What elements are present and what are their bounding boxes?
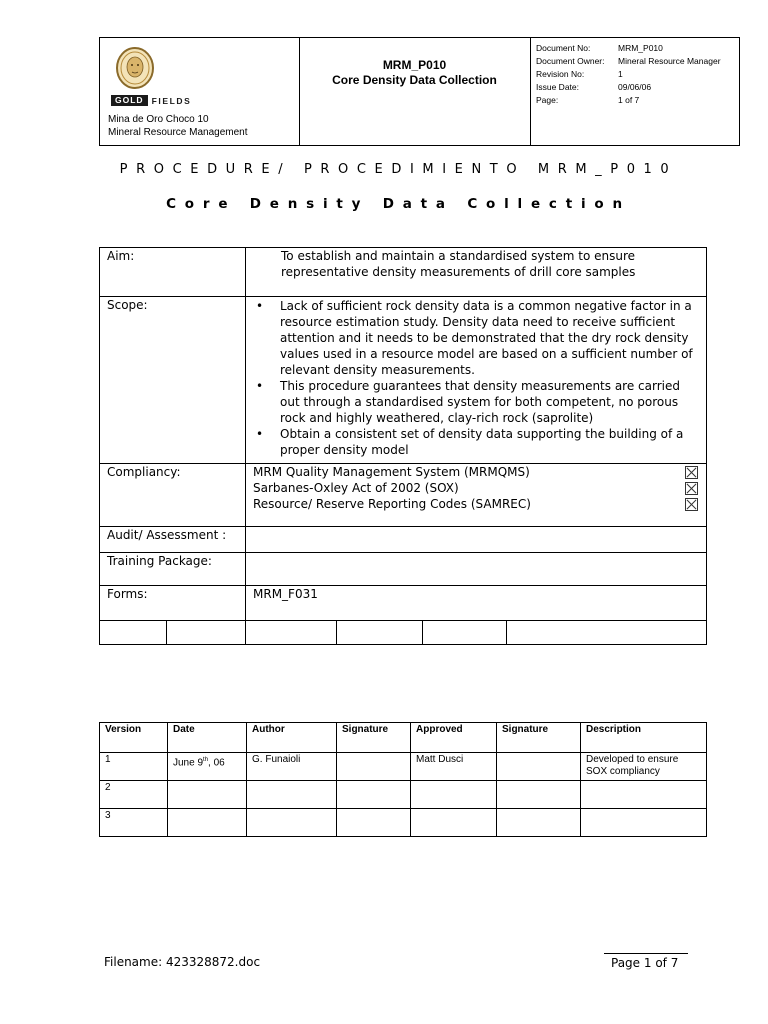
meta-key: Document Owner: <box>536 56 605 66</box>
meta-value: MRM_P010 <box>618 43 663 53</box>
empty-cell <box>423 621 507 645</box>
version-header-row <box>100 723 707 753</box>
procedure-info-table <box>99 247 707 645</box>
brand-fields-text: FIELDS <box>151 95 192 106</box>
version-row <box>100 809 707 837</box>
version-cell: 2 <box>100 781 168 809</box>
description-cell: Developed to ensure SOX compliancy <box>581 753 707 781</box>
aim-text: To establish and maintain a standardised system to ensure representative density measurements of drill core samples <box>246 248 707 297</box>
empty-cell <box>100 621 167 645</box>
signature-cell <box>497 781 581 809</box>
footer-page-number: Page 1 of 7 <box>611 956 679 970</box>
compliancy-item <box>253 496 698 512</box>
empty-cell <box>337 621 423 645</box>
meta-row <box>536 81 721 94</box>
checked-checkbox[interactable] <box>685 498 698 511</box>
col-header: Signature <box>497 723 581 753</box>
approved-cell <box>411 781 497 809</box>
signature-cell <box>337 809 411 837</box>
meta-row <box>536 68 721 81</box>
training-label: Training Package: <box>100 553 246 586</box>
forms-row <box>100 586 707 621</box>
date-rest: , 06 <box>208 757 225 769</box>
description-cell <box>581 809 707 837</box>
company-line-2: Mineral Resource Management <box>108 127 248 138</box>
scope-row <box>100 297 707 464</box>
col-header: Signature <box>337 723 411 753</box>
signature-cell <box>337 781 411 809</box>
date-cell <box>168 809 247 837</box>
empty-cell <box>507 621 707 645</box>
meta-row <box>536 42 721 55</box>
document-title <box>299 58 530 88</box>
procedure-subtitle: Core Density Data Collection <box>166 196 631 212</box>
scope-item: • Lack of sufficient rock density data is a common negative factor in a resource estimation study. Density data need to receive sufficient attention and it needs to be demonstrated that the dry rock density values used in a resource model are based on a sufficient number of relevant density measurements. <box>253 298 699 378</box>
footer-filename: Filename: 423328872.doc <box>104 955 261 969</box>
date-cell <box>168 753 247 781</box>
date-suffix: th <box>203 757 209 763</box>
col-header: Date <box>168 723 247 753</box>
date-cell <box>168 781 247 809</box>
compliancy-label: Compliancy: <box>100 464 246 527</box>
version-cell: 1 <box>100 753 168 781</box>
company-name <box>108 113 248 139</box>
empty-row <box>100 621 707 645</box>
document-meta <box>536 42 721 107</box>
audit-label: Audit/ Assessment : <box>100 527 246 553</box>
forms-label: Forms: <box>100 586 246 621</box>
meta-value: Mineral Resource Manager <box>618 56 721 66</box>
version-history-table <box>99 722 707 837</box>
col-header: Version <box>100 723 168 753</box>
compliancy-text: Sarbanes-Oxley Act of 2002 (SOX) <box>253 481 459 495</box>
header-title-cell <box>299 38 531 145</box>
meta-key: Revision No: <box>536 69 585 79</box>
col-header: Author <box>247 723 337 753</box>
approved-cell <box>411 809 497 837</box>
compliancy-text: Resource/ Reserve Reporting Codes (SAMREC) <box>253 497 531 511</box>
compliancy-text: MRM Quality Management System (MRMQMS) <box>253 465 530 479</box>
version-row <box>100 753 707 781</box>
checked-checkbox[interactable] <box>685 482 698 495</box>
lion-seal-icon <box>115 46 155 90</box>
scope-list <box>253 298 699 458</box>
description-cell <box>581 781 707 809</box>
meta-key: Page: <box>536 95 559 105</box>
meta-row <box>536 94 721 107</box>
author-cell: G. Funaioli <box>247 753 337 781</box>
aim-label: Aim: <box>100 248 246 297</box>
header-meta-cell <box>530 38 739 145</box>
training-row <box>100 553 707 586</box>
training-value <box>246 553 707 586</box>
goldfields-wordmark <box>111 95 191 106</box>
meta-key: Document No: <box>536 43 591 53</box>
forms-value: MRM_F031 <box>246 586 707 621</box>
date-main: June 9 <box>173 757 204 769</box>
empty-cell <box>246 621 337 645</box>
approved-cell: Matt Dusci <box>411 753 497 781</box>
signature-cell <box>497 753 581 781</box>
scope-item: • This procedure guarantees that density measurements are carried out through a standardised system for both competent, no porous rock and highly weathered, clay-rich rock (saprolite) <box>253 378 699 426</box>
company-line-1: Mina de Oro Choco 10 <box>108 114 209 125</box>
meta-key: Issue Date: <box>536 82 579 92</box>
document-header <box>99 37 740 146</box>
compliancy-row <box>100 464 707 527</box>
checked-checkbox[interactable] <box>685 466 698 479</box>
signature-cell <box>497 809 581 837</box>
version-cell: 3 <box>100 809 168 837</box>
meta-value: 1 of 7 <box>618 95 640 105</box>
procedure-title: PROCEDURE/ PROCEDIMIENTO MRM_P010 <box>119 162 678 177</box>
footer-divider <box>604 953 688 954</box>
compliancy-item <box>253 464 698 480</box>
version-row <box>100 781 707 809</box>
col-header: Description <box>581 723 707 753</box>
scope-item: • Obtain a consistent set of density data supporting the building of a proper density model <box>253 426 699 458</box>
author-cell <box>247 781 337 809</box>
author-cell <box>247 809 337 837</box>
col-header: Approved <box>411 723 497 753</box>
empty-cell <box>167 621 246 645</box>
compliancy-item <box>253 480 698 496</box>
scope-cell <box>246 297 707 464</box>
scope-label: Scope: <box>100 297 246 464</box>
meta-value: 09/06/06 <box>618 82 652 92</box>
compliancy-cell <box>246 464 707 527</box>
doc-code: MRM_P010 <box>382 58 447 72</box>
meta-value: 1 <box>618 69 623 79</box>
audit-row <box>100 527 707 553</box>
signature-cell <box>337 753 411 781</box>
audit-value <box>246 527 707 553</box>
brand-gold-text: GOLD <box>111 95 148 106</box>
meta-row <box>536 55 721 68</box>
header-logo-cell <box>100 38 300 145</box>
aim-row <box>100 248 707 297</box>
doc-name: Core Density Data Collection <box>332 73 497 87</box>
